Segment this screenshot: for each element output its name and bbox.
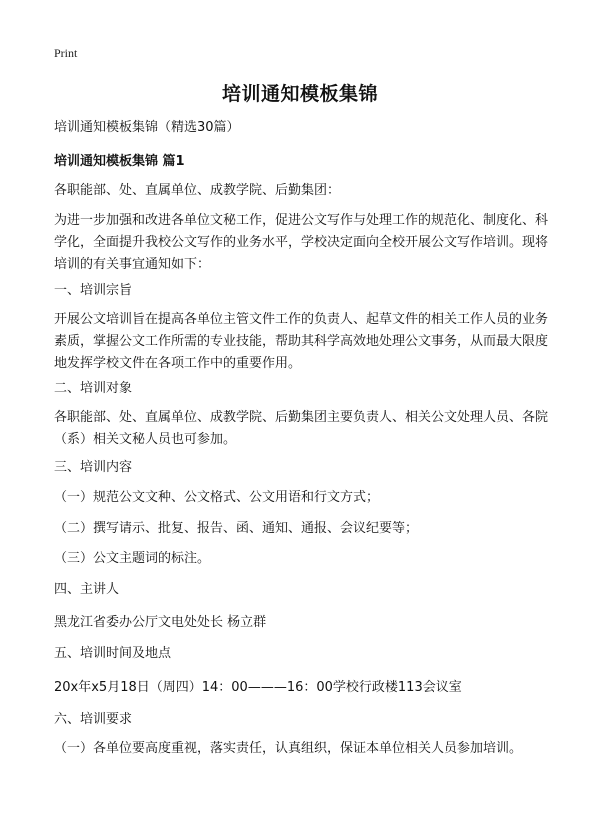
section-heading-speaker: 四、主讲人 bbox=[54, 582, 120, 597]
section-heading-purpose: 一、培训宗旨 bbox=[54, 283, 133, 298]
section-body-audience: 各职能部、处、直属单位、成教学院、后勤集团主要负责人、相关公文处理人员、各院（系）相关文秘人员也可参加。 bbox=[54, 410, 549, 447]
section-heading-requirements: 六、培训要求 bbox=[54, 712, 133, 727]
print-link[interactable]: Print bbox=[54, 46, 78, 60]
article-heading: 培训通知模板集锦 篇1 bbox=[54, 154, 185, 169]
content-item-2: （二）撰写请示、批复、报告、函、通知、通报、会议纪要等； bbox=[54, 521, 419, 536]
section-heading-audience: 二、培训对象 bbox=[54, 381, 133, 396]
section-heading-content: 三、培训内容 bbox=[54, 460, 133, 475]
requirements-item-1: （一）各单位要高度重视，落实责任，认真组织，保证本单位相关人员参加培训。 bbox=[54, 741, 523, 756]
section-body-time-place: 20x年x5月18日（周四）14：00———16：00学校行政楼113会议室 bbox=[54, 680, 462, 695]
document-subtitle: 培训通知模板集锦（精选30篇） bbox=[54, 120, 240, 135]
salutation: 各职能部、处、直属单位、成教学院、后勤集团： bbox=[54, 183, 341, 198]
intro-paragraph: 为进一步加强和改进各单位文秘工作，促进公文写作与处理工作的规范化、制度化、科学化，全面提升我校公文写作的业务水平，学校决定面向全校开展公文写作培训。现将培训的有关事宜通知如下： bbox=[54, 213, 549, 272]
document-title: 培训通知模板集锦 bbox=[221, 83, 378, 105]
content-item-1: （一）规范公文文种、公文格式、公文用语和行文方式； bbox=[54, 490, 380, 505]
content-item-3: （三）公文主题词的标注。 bbox=[54, 551, 211, 566]
section-body-speaker: 黑龙江省委办公厅文电处处长 杨立群 bbox=[54, 615, 267, 630]
section-body-purpose: 开展公文培训旨在提高各单位主管文件工作的负责人、起草文件的相关工作人员的业务素质，掌握公文工作所需的专业技能，帮助其科学高效地处理公文事务，从而最大限度地发挥学校文件在各项工作中的重要作用。 bbox=[54, 312, 549, 371]
section-heading-time-place: 五、培训时间及地点 bbox=[54, 646, 172, 661]
